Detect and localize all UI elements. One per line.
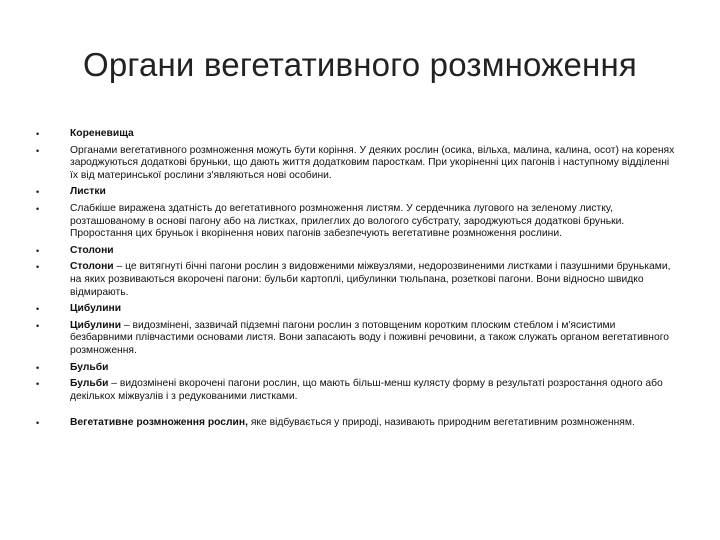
bullet-icon: • bbox=[36, 379, 40, 390]
item-text: Слабкіше виражена здатність до вегетативного розмноження листям. У сердечника лугового на зеленому листку, розташованому в основі пагону або на листках, прилеглих до вологого субстрату, зароджуються додаткові бруньки. Проростання цих бруньок і вкорінення нових пагонів забезпечують вегетативне розмноження рослини. bbox=[70, 202, 625, 240]
bullet-icon: • bbox=[36, 320, 40, 331]
item-term: Столони bbox=[70, 261, 114, 273]
item-term: Бульби bbox=[70, 378, 109, 390]
bullet-icon: • bbox=[36, 245, 40, 256]
item-text bbox=[70, 261, 670, 297]
item-heading-text: Столони bbox=[70, 244, 114, 256]
item-text bbox=[70, 417, 635, 428]
slide-title: Органи вегетативного розмноження bbox=[83, 46, 637, 83]
list-item bbox=[30, 320, 680, 358]
list-item-heading bbox=[30, 303, 680, 316]
item-heading-text: Цибулини bbox=[70, 303, 122, 315]
item-text bbox=[70, 320, 669, 356]
list-item-heading bbox=[30, 362, 680, 375]
list-item-heading bbox=[30, 128, 680, 141]
item-definition: яке відбувається у природі, називають природним вегетативним розмноженням. bbox=[247, 417, 635, 429]
item-heading-text: Кореневища bbox=[70, 128, 134, 139]
bullet-icon: • bbox=[36, 304, 40, 315]
list-item bbox=[30, 261, 680, 299]
bullet-icon: • bbox=[36, 262, 40, 273]
bullet-icon: • bbox=[36, 129, 40, 139]
list-gap bbox=[30, 407, 680, 417]
list-item bbox=[30, 378, 680, 403]
item-term: Цибулини bbox=[70, 319, 122, 331]
item-definition: – видозмінені, зазвичай підземні пагони рослин з потовщеним коротким плоским стеблом і м'ясистими безбарвними плівчастими основами листя. Вони запасають воду і поживні речовини, а також служать органом вегетативного розмноження. bbox=[70, 319, 669, 356]
bullet-icon: • bbox=[36, 203, 40, 214]
item-definition: – це витягнуті бічні пагони рослин з видовженими міжвузлями, недорозвиненими листками і пазушними бруньками, на яких розвиваються вкорочені пагони: бульби картоплі, цибулинки тюльпана, розеткові пагони. Вони відносно швидко відмирають. bbox=[70, 261, 671, 298]
list-item bbox=[30, 203, 680, 241]
list-item bbox=[30, 145, 680, 183]
list-item bbox=[30, 417, 680, 430]
item-text: Органами вегетативного розмноження можуть бути коріння. У деяких рослин (осика, вільха, малина, калина, осот) на коренях зароджуються додаткові бруньки, що дають життя додатковим паросткам. При укоріненні цих пагонів і наступному відділенні їх від материнської рослини з'являються нові особини. bbox=[70, 144, 675, 181]
item-heading-text: Листки bbox=[70, 186, 106, 198]
item-heading-text: Бульби bbox=[70, 361, 109, 373]
list-item-heading bbox=[30, 245, 680, 258]
bullet-icon: • bbox=[36, 362, 40, 373]
bullet-icon: • bbox=[36, 418, 40, 429]
item-text bbox=[70, 378, 663, 402]
list-item-heading bbox=[30, 186, 680, 199]
item-term: Вегетативне розмноження рослин, bbox=[70, 417, 248, 429]
item-definition: – видозмінені вкорочені пагони рослин, що мають більш-менш кулясту форму в результаті розростання одного або декількох міжвузлів і з редукованими листками. bbox=[70, 378, 663, 402]
bullet-icon: • bbox=[36, 187, 40, 198]
bullet-list bbox=[30, 128, 680, 434]
bullet-icon: • bbox=[36, 145, 40, 156]
